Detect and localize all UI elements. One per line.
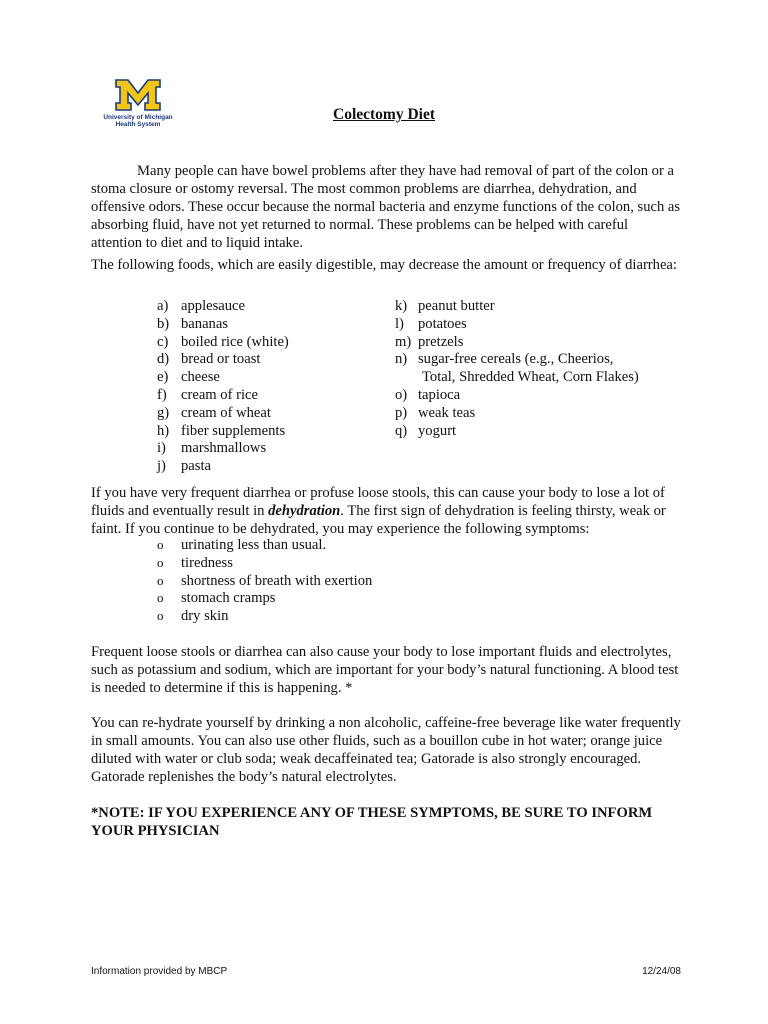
food-list-item [395, 368, 685, 386]
logo-text-line2: Health System [115, 121, 161, 128]
food-item-text: cheese [181, 369, 220, 386]
food-list-item [157, 439, 377, 457]
food-item-text: tapioca [418, 386, 461, 403]
food-list-right [395, 297, 685, 439]
food-item-marker: i) [157, 440, 166, 457]
food-list-item [157, 333, 377, 351]
food-item-text: cream of rice [181, 386, 258, 403]
circle-bullet-icon: o [157, 554, 164, 570]
food-list-left [157, 297, 377, 475]
food-item-text: applesauce [181, 298, 246, 314]
symptoms-list [157, 536, 372, 625]
food-item-text: pretzels [418, 333, 464, 350]
food-list-item [157, 404, 377, 422]
food-item-text: bananas [181, 315, 229, 332]
food-item-marker: m) [395, 333, 412, 350]
food-item-text: weak teas [418, 404, 476, 421]
page-footer [91, 963, 681, 981]
food-list-item [157, 422, 377, 440]
food-list-item [395, 386, 685, 404]
dehydration-emphasis: dehydration [268, 503, 341, 519]
food-list-item [395, 404, 685, 422]
symptom-text: shortness of breath with exertion [181, 572, 373, 589]
symptom-text: dry skin [181, 608, 229, 625]
circle-bullet-icon: o [157, 537, 164, 552]
food-item-text: potatoes [418, 315, 467, 332]
symptom-item [157, 554, 372, 572]
food-item-text: Total, Shredded Wheat, Corn Flakes) [422, 369, 639, 386]
logo-text-line1: University of Michigan [103, 114, 173, 121]
food-item-text: peanut butter [418, 298, 495, 314]
food-item-marker: p) [395, 404, 408, 421]
food-item-text: sugar-free cereals (e.g., Cheerios, [418, 351, 614, 368]
food-list-item [157, 368, 377, 386]
food-item-text: fiber supplements [181, 422, 286, 439]
food-item-marker: j) [157, 458, 166, 475]
food-item-marker: f) [157, 386, 167, 403]
physician-note: *NOTE: IF YOU EXPERIENCE ANY OF THESE SYMPTOMS, BE SURE TO INFORM YOUR PHYSICIAN [91, 805, 653, 839]
dehydration-text-before: If you have very frequent diarrhea or profuse loose stools, this can cause your body to lose a lot of fluids and eventually result in [91, 485, 665, 519]
foods-intro-paragraph: The following foods, which are easily digestible, may decrease the amount or frequency of diarrhea: [91, 257, 677, 273]
food-list-item [157, 297, 377, 315]
intro-paragraph: Many people can have bowel problems after they have had removal of part of the colon or a stoma closure or ostomy reversal. The most common problems are diarrhea, dehydration, and offensive odors. These occur because the normal bacteria and enzyme functions of the colon, such as absorbing fluid, have not yet returned to normal. These problems can be helped with careful attention to diet and to liquid intake. [91, 163, 681, 251]
rehydrate-paragraph: You can re-hydrate yourself by drinking a non alcoholic, caffeine-free beverage like water frequently in small amounts. You can also use other fluids, such as a bouillon cube in hot water; orange juice diluted with water or club soda; weak decaffeinated tea; Gatorade is also strongly encouraged. Gatorade replenishes the body’s natural electrolytes. [91, 715, 681, 785]
dehydration-paragraph [91, 484, 681, 538]
food-item-marker: k) [395, 298, 408, 314]
food-item-text: yogurt [418, 422, 457, 439]
food-item-marker: l) [395, 315, 404, 332]
food-item-marker: c) [157, 333, 169, 350]
food-item-text: boiled rice (white) [181, 333, 289, 350]
food-list-item [395, 333, 685, 351]
food-list-item [395, 297, 685, 315]
food-list-item [395, 315, 685, 333]
symptom-text: stomach cramps [181, 590, 276, 607]
symptom-text: tiredness [181, 554, 233, 571]
circle-bullet-icon: o [157, 608, 164, 624]
food-list-item [157, 350, 377, 368]
page-title [0, 106, 768, 124]
symptom-text: urinating less than usual. [181, 537, 327, 553]
symptom-item [157, 607, 372, 625]
food-item-text: cream of wheat [181, 404, 271, 421]
food-item-marker: o) [395, 386, 408, 403]
food-item-text: marshmallows [181, 440, 267, 457]
dehydration-text-after: . The first sign of dehydration is feeling thirsty, weak or faint. If you continue to be dehydrated, you may experience the following symptoms: [91, 503, 666, 537]
food-item-text: bread or toast [181, 351, 261, 368]
food-list-item [395, 350, 685, 368]
symptom-item [157, 589, 372, 607]
food-list-item [157, 315, 377, 333]
page-title-text: Colectomy Diet [333, 106, 435, 123]
food-item-marker: a) [157, 298, 169, 314]
food-item-marker: e) [157, 369, 169, 386]
food-list-item [157, 457, 377, 475]
symptom-item [157, 572, 372, 590]
food-item-marker: n) [395, 351, 408, 368]
food-item-marker: b) [157, 315, 170, 332]
food-list-item [395, 422, 685, 440]
food-list-item [157, 386, 377, 404]
circle-bullet-icon: o [157, 572, 164, 588]
food-item-text: pasta [181, 458, 211, 475]
footer-date: 12/24/08 [642, 966, 681, 977]
symptom-item [157, 536, 372, 554]
electrolytes-paragraph: Frequent loose stools or diarrhea can also cause your body to lose important fluids and electrolytes, such as potassium and sodium, which are important for your body’s natural functioning. A blood test is needed to determine if this is happening. * [91, 644, 679, 696]
food-item-marker: d) [157, 351, 170, 368]
food-item-marker: g) [157, 404, 170, 421]
food-item-marker: h) [157, 422, 170, 439]
food-item-marker: q) [395, 422, 408, 439]
footer-source: Information provided by MBCP [91, 966, 228, 977]
circle-bullet-icon: o [157, 590, 164, 606]
